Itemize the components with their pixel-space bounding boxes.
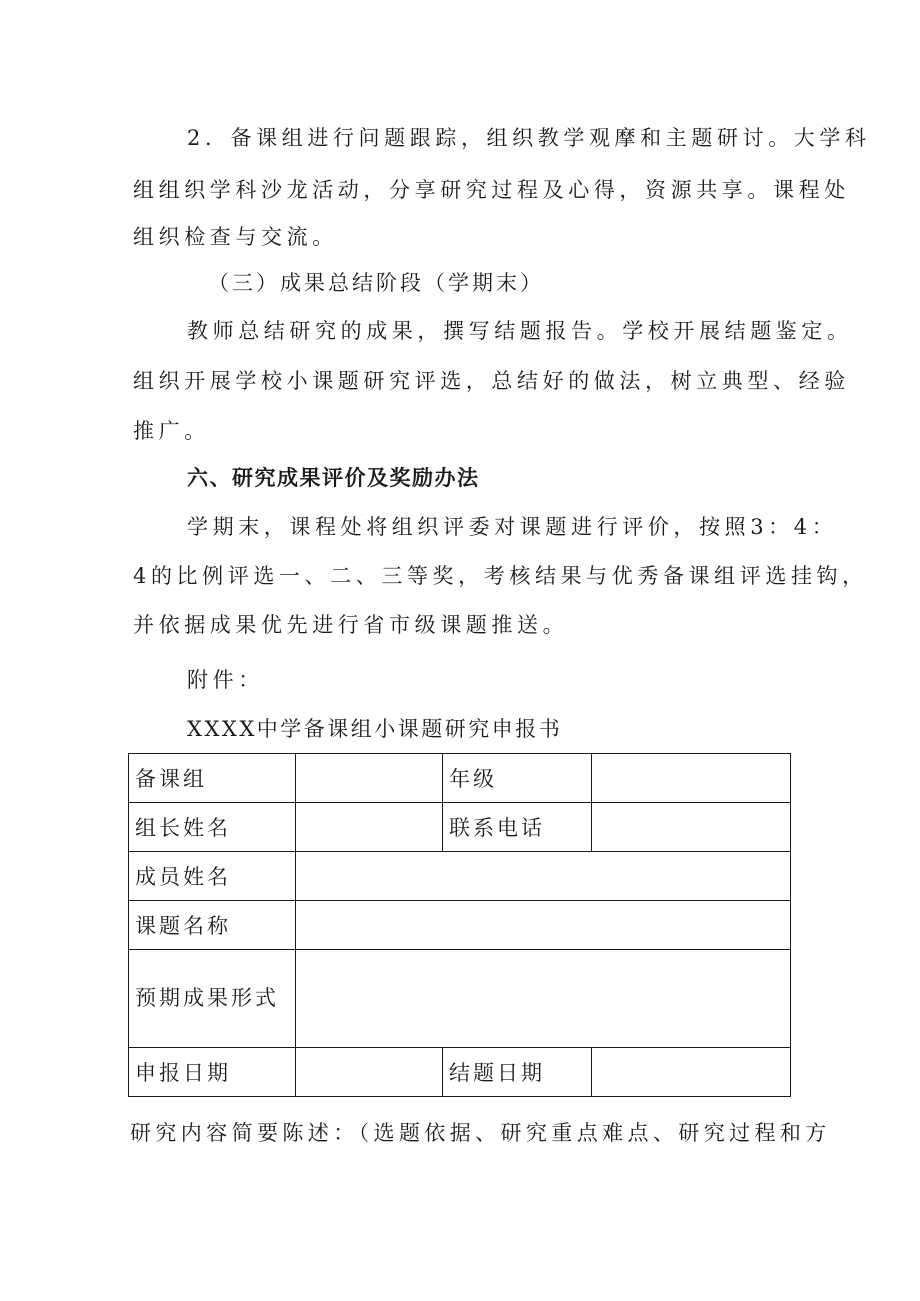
- field-expected-result-form[interactable]: [296, 950, 791, 1048]
- table-row: [129, 754, 791, 803]
- attachment-label: 附件：: [187, 668, 264, 692]
- field-grade[interactable]: [592, 754, 791, 803]
- paragraph-line: 组织开展学校小课题研究评选，总结好的做法，树立典型、经验: [133, 369, 850, 393]
- field-close-date[interactable]: [592, 1048, 791, 1097]
- field-apply-date[interactable]: [296, 1048, 443, 1097]
- label-contact-phone: 联系电话: [443, 803, 592, 852]
- table-row: [129, 901, 791, 950]
- field-contact-phone[interactable]: [592, 803, 791, 852]
- paragraph-line: 组织检查与交流。: [133, 225, 338, 249]
- paragraph-line: 并依据成果优先进行省市级课题推送。: [133, 613, 569, 637]
- label-close-date: 结题日期: [443, 1048, 592, 1097]
- table-row: [129, 803, 791, 852]
- field-group[interactable]: [296, 754, 443, 803]
- label-apply-date: 申报日期: [129, 1048, 296, 1097]
- application-form-table: [128, 753, 791, 1097]
- table-row: [129, 1048, 791, 1097]
- label-topic-name: 课题名称: [129, 901, 296, 950]
- paragraph-line: 推广。: [133, 419, 210, 443]
- paragraph-line: 2．备课组进行问题跟踪，组织教学观摩和主题研讨。大学科: [187, 126, 871, 150]
- label-members: 成员姓名: [129, 852, 296, 901]
- form-title: XXXX中学备课组小课题研究申报书: [187, 717, 563, 741]
- paragraph-line: 4的比例评选一、二、三等奖，考核结果与优秀备课组评选挂钩，: [133, 564, 868, 588]
- section-heading: 六、研究成果评价及奖励办法: [187, 466, 480, 490]
- field-topic-name[interactable]: [296, 901, 791, 950]
- paragraph-line: 组组织学科沙龙活动，分享研究过程及心得，资源共享。课程处: [133, 178, 850, 202]
- label-leader-name: 组长姓名: [129, 803, 296, 852]
- research-summary-prompt: 研究内容简要陈述：（选题依据、研究重点难点、研究过程和方: [130, 1121, 831, 1145]
- table-row: [129, 950, 791, 1048]
- label-grade: 年级: [443, 754, 592, 803]
- label-group: 备课组: [129, 754, 296, 803]
- stage3-title: （三）成果总结阶段（学期末）: [208, 271, 544, 295]
- paragraph-line: 教师总结研究的成果，撰写结题报告。学校开展结题鉴定。: [187, 319, 853, 343]
- paragraph-line: 学期末，课程处将组织评委对课题进行评价，按照3：4：: [187, 515, 838, 539]
- field-leader-name[interactable]: [296, 803, 443, 852]
- label-expected-result-form: 预期成果形式: [129, 950, 296, 1048]
- table-row: [129, 852, 791, 901]
- field-members[interactable]: [296, 852, 791, 901]
